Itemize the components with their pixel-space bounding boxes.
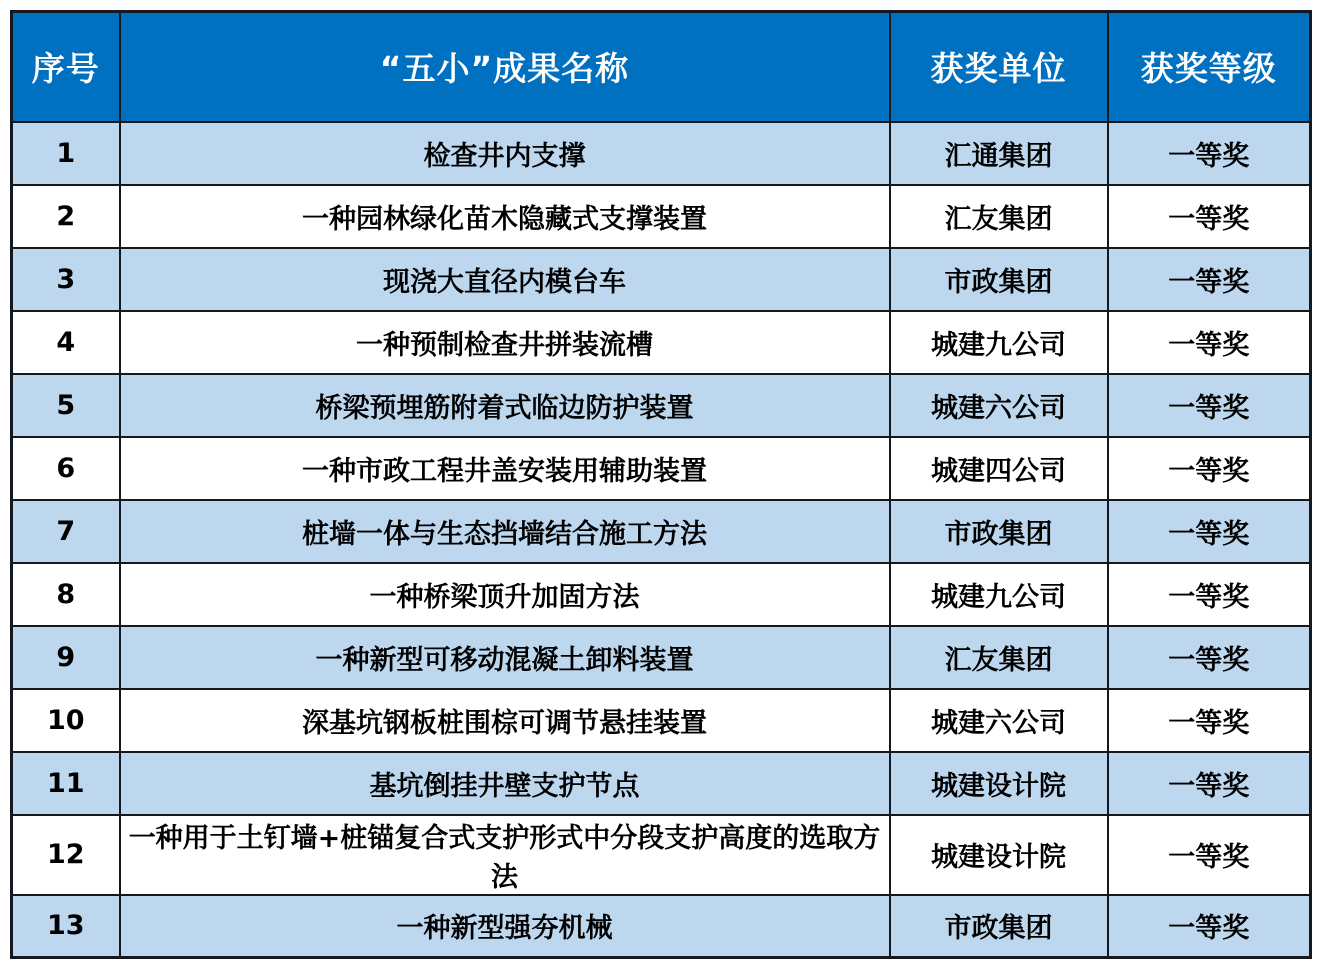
cell-name: 检查井内支撑 — [120, 122, 890, 185]
cell-name: 一种桥梁顶升加固方法 — [120, 563, 890, 626]
table-row — [12, 895, 1311, 958]
cell-name: 一种市政工程井盖安装用辅助装置 — [120, 437, 890, 500]
cell-grade: 一等奖 — [1108, 185, 1311, 248]
cell-unit: 城建六公司 — [890, 374, 1108, 437]
cell-no: 5 — [12, 374, 120, 437]
cell-no: 10 — [12, 689, 120, 752]
cell-unit: 市政集团 — [890, 895, 1108, 958]
table-row — [12, 374, 1311, 437]
table-row — [12, 185, 1311, 248]
cell-no: 6 — [12, 437, 120, 500]
cell-name: 深基坑钢板桩围棕可调节悬挂装置 — [120, 689, 890, 752]
table-row — [12, 815, 1311, 895]
cell-grade: 一等奖 — [1108, 689, 1311, 752]
cell-grade: 一等奖 — [1108, 248, 1311, 311]
table-row — [12, 248, 1311, 311]
header-row — [12, 12, 1311, 122]
cell-name: 桩墙一体与生态挡墙结合施工方法 — [120, 500, 890, 563]
cell-name: 一种用于土钉墙+桩锚复合式支护形式中分段支护高度的选取方法 — [120, 815, 890, 895]
cell-no: 3 — [12, 248, 120, 311]
cell-unit: 城建九公司 — [890, 311, 1108, 374]
cell-name: 一种新型强夯机械 — [120, 895, 890, 958]
cell-unit: 汇友集团 — [890, 185, 1108, 248]
cell-no: 9 — [12, 626, 120, 689]
cell-unit: 市政集团 — [890, 248, 1108, 311]
cell-no: 2 — [12, 185, 120, 248]
table-row — [12, 626, 1311, 689]
col-header-no: 序号 — [12, 12, 120, 122]
cell-unit: 市政集团 — [890, 500, 1108, 563]
cell-unit: 城建设计院 — [890, 815, 1108, 895]
cell-grade: 一等奖 — [1108, 815, 1311, 895]
cell-no: 8 — [12, 563, 120, 626]
cell-grade: 一等奖 — [1108, 626, 1311, 689]
table-row — [12, 500, 1311, 563]
cell-grade: 一等奖 — [1108, 437, 1311, 500]
table-row — [12, 563, 1311, 626]
cell-name: 一种预制检查井拼装流槽 — [120, 311, 890, 374]
cell-name: 基坑倒挂井壁支护节点 — [120, 752, 890, 815]
cell-name: 桥梁预埋筋附着式临边防护装置 — [120, 374, 890, 437]
awards-table — [10, 10, 1312, 959]
cell-no: 7 — [12, 500, 120, 563]
cell-grade: 一等奖 — [1108, 563, 1311, 626]
cell-unit: 汇通集团 — [890, 122, 1108, 185]
cell-grade: 一等奖 — [1108, 374, 1311, 437]
cell-unit: 汇友集团 — [890, 626, 1108, 689]
cell-grade: 一等奖 — [1108, 895, 1311, 958]
cell-no: 1 — [12, 122, 120, 185]
cell-unit: 城建设计院 — [890, 752, 1108, 815]
cell-no: 4 — [12, 311, 120, 374]
col-header-name: “五小”成果名称 — [120, 12, 890, 122]
cell-grade: 一等奖 — [1108, 122, 1311, 185]
col-header-unit: 获奖单位 — [890, 12, 1108, 122]
cell-no: 13 — [12, 895, 120, 958]
col-header-grade: 获奖等级 — [1108, 12, 1311, 122]
cell-grade: 一等奖 — [1108, 752, 1311, 815]
cell-unit: 城建四公司 — [890, 437, 1108, 500]
cell-unit: 城建六公司 — [890, 689, 1108, 752]
table-row — [12, 689, 1311, 752]
cell-unit: 城建九公司 — [890, 563, 1108, 626]
cell-grade: 一等奖 — [1108, 500, 1311, 563]
cell-no: 11 — [12, 752, 120, 815]
table-row — [12, 752, 1311, 815]
cell-name: 现浇大直径内模台车 — [120, 248, 890, 311]
table-row — [12, 311, 1311, 374]
cell-name: 一种园林绿化苗木隐藏式支撑装置 — [120, 185, 890, 248]
table-row — [12, 437, 1311, 500]
cell-no: 12 — [12, 815, 120, 895]
cell-grade: 一等奖 — [1108, 311, 1311, 374]
cell-name: 一种新型可移动混凝土卸料装置 — [120, 626, 890, 689]
table-row — [12, 122, 1311, 185]
